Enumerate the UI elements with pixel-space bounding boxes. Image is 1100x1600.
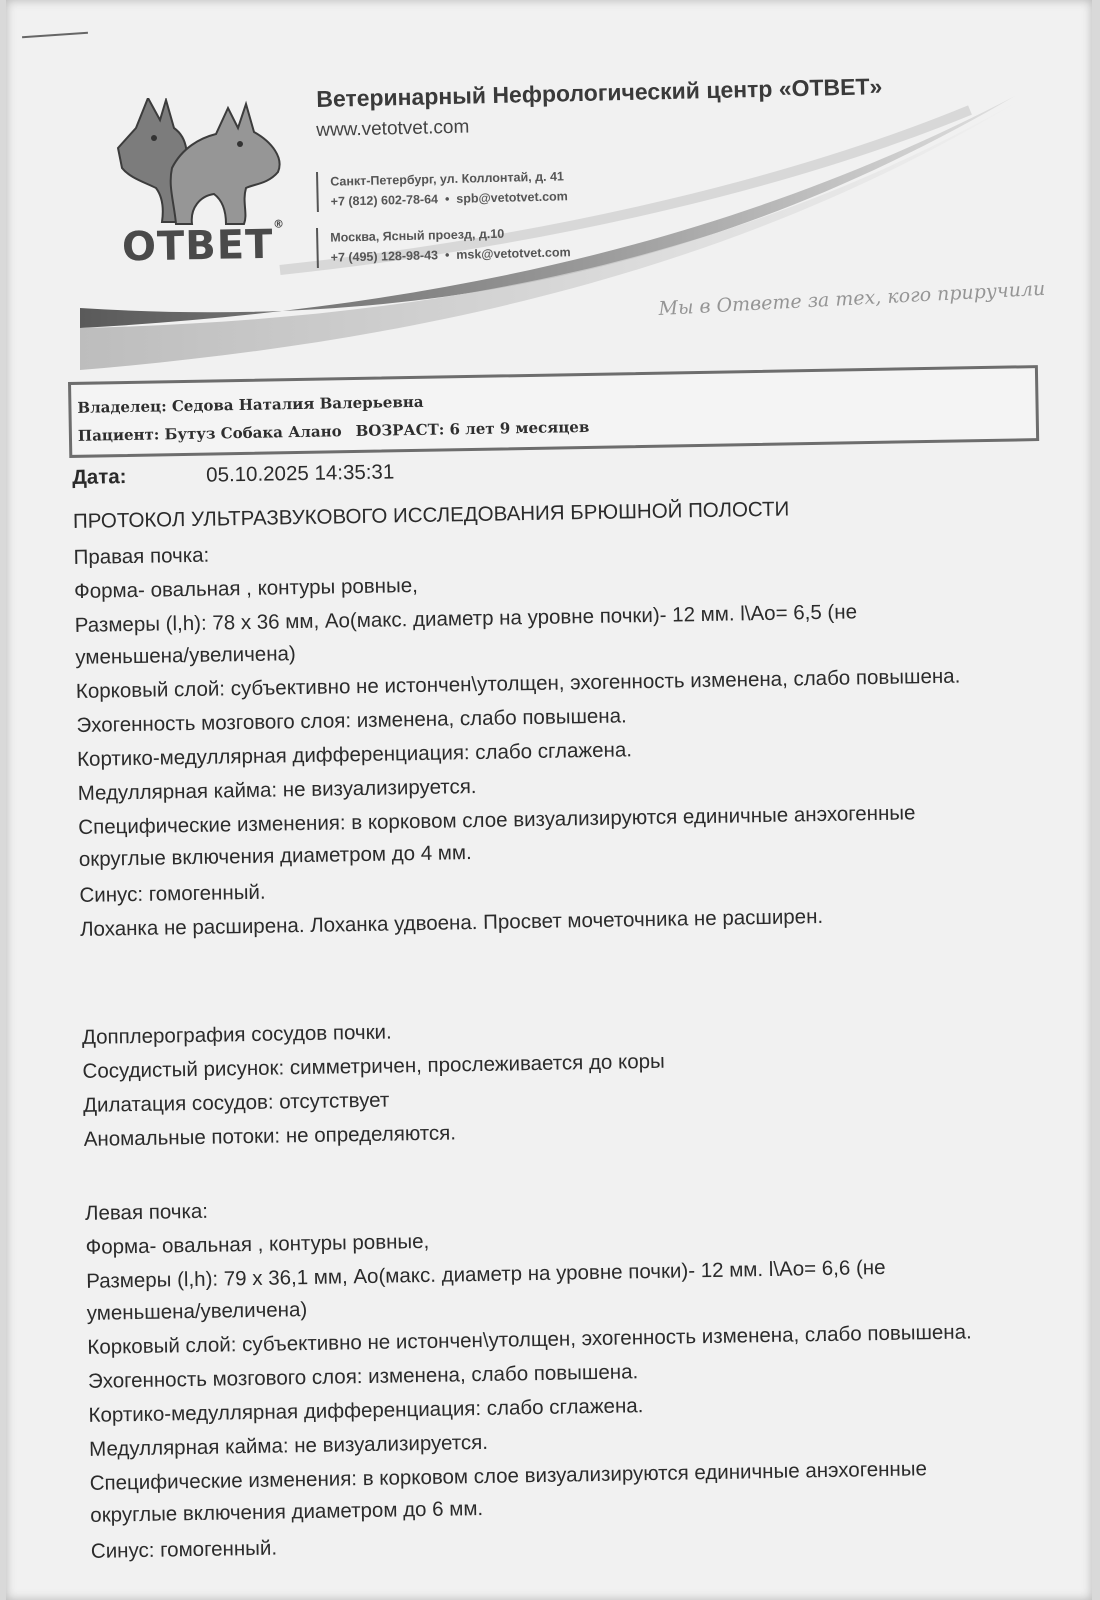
report-line: Медуллярная кайма: не визуализируется.	[88, 1430, 489, 1461]
report-line: округлые включения диаметром до 6 мм.	[90, 1496, 484, 1527]
branch-msk	[316, 222, 571, 268]
date-value: 05.10.2025 14:35:31	[205, 460, 395, 487]
report-line: Левая почка:	[84, 1199, 209, 1225]
report-line: Корковый слой: субъективно не истончен\утолщен, эхогенность изменена, слабо повышена.	[75, 664, 961, 703]
report-line: Дилатация сосудов: отсутствует	[82, 1088, 390, 1117]
pen-mark	[22, 32, 88, 39]
report-line: Синус: гомогенный.	[79, 880, 266, 907]
date-label: Дата:	[72, 465, 127, 489]
slogan: Мы в Ответе за тех, кого приручили	[658, 277, 1046, 320]
report-line: Кортико-медуллярная дифференциация: слабо сглажена.	[88, 1394, 644, 1427]
report-line: Аномальные потоки: не определяются.	[83, 1121, 457, 1151]
report-title: ПРОТОКОЛ УЛЬТРАЗВУКОВОГО ИССЛЕДОВАНИЯ БРЮШНОЙ ПОЛОСТИ	[72, 497, 790, 533]
report-line: округлые включения диаметром до 4 мм.	[78, 841, 472, 871]
org-website: www.vetotvet.com	[316, 116, 470, 141]
branch-spb	[316, 166, 568, 212]
report-line: Размеры (l,h): 79 х 36,1 мм, Ао(макс. диаметр на уровне почки)- 12 мм. l\Ао= 6,6 (не	[86, 1255, 886, 1293]
dogs-logo-icon	[108, 98, 298, 238]
report-line: Специфические изменения: в корковом слое визуализируются единичные анэхогенные	[78, 801, 916, 839]
report-line: Кортико-медуллярная дифференциация: слабо сглажена.	[76, 738, 633, 771]
document-page	[6, 0, 1092, 1600]
report-line: Синус: гомогенный.	[90, 1536, 278, 1563]
report-line: уменьшена/увеличена)	[75, 642, 296, 669]
report-line: Сосудистый рисунок: симметричен, прослеживается до коры	[82, 1049, 665, 1083]
date-row	[72, 460, 395, 490]
report-line: Эхогенность мозгового слоя: изменена, слабо повышена.	[76, 704, 627, 737]
patient-line	[78, 418, 590, 445]
logo-wordmark	[121, 217, 286, 271]
report-line: Лоханка не расширена. Лоханка удвоена. Просвет мочеточника не расширен.	[79, 904, 824, 941]
report-line: Правая почка:	[73, 543, 210, 569]
report-line: Допплерография сосудов почки.	[81, 1020, 392, 1049]
report-line: Медуллярная кайма: не визуализируется.	[77, 774, 477, 805]
branch-address: Москва, Ясный проезд, д.10	[330, 226, 505, 245]
report-line: Корковый слой: субъективно не истончен\утолщен, эхогенность изменена, слабо повышена.	[87, 1320, 972, 1359]
separator-dot: •	[444, 191, 450, 207]
patient-info-box	[68, 365, 1039, 458]
letterhead	[80, 73, 1046, 380]
branch-phone: +7 (495) 128-98-43	[330, 248, 439, 265]
branch-address: Санкт-Петербург, ул. Коллонтай, д. 41	[330, 169, 565, 189]
patient-age: ВОЗРАСТ: 6 лет 9 месяцев	[355, 417, 590, 440]
report-line: Форма- овальная , контуры ровные,	[73, 573, 418, 603]
separator-dot: •	[444, 247, 450, 263]
branch-email: spb@vetotvet.com	[456, 189, 568, 206]
registered-mark: ®	[272, 217, 286, 231]
report-line: Размеры (l,h): 78 х 36 мм, Ао(макс. диаметр на уровне почки)- 12 мм. l\Ао= 6,5 (не	[74, 600, 858, 637]
patient-name: Пациент: Бутуз Собака Алано	[77, 422, 342, 445]
report-line: Специфические изменения: в корковом слое визуализируются единичные анэхогенные	[89, 1457, 928, 1495]
branch-email: msk@vetotvet.com	[456, 245, 571, 262]
logo-text: ОТВЕТ	[121, 221, 274, 271]
owner-line: Владелец: Седова Наталия Валерьевна	[77, 392, 424, 417]
report-line: уменьшена/увеличена)	[86, 1298, 308, 1325]
report-line: Эхогенность мозгового слоя: изменена, слабо повышена.	[87, 1360, 639, 1393]
org-name: Ветеринарный Нефрологический центр «ОТВЕТ»	[316, 73, 883, 112]
branch-phone: +7 (812) 602-78-64	[330, 192, 439, 209]
report-line: Форма- овальная , контуры ровные,	[85, 1229, 430, 1259]
